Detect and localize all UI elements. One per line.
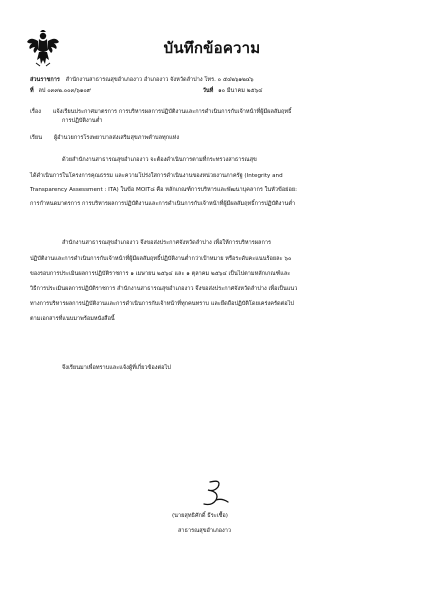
subject-line-2: การปฏิบัติงานต่ำ	[62, 118, 103, 124]
body-p2-line-3: ของรอบการประเมินผลการปฏิบัติราชการ ๑ เมษายน ๒๕๖๔ และ ๑ ตุลาคม ๒๕๖๔ เป็นไปตามหลักเกณฑ์และ	[30, 271, 291, 277]
to-value: ผู้อำนวยการโรงพยาบาลส่งเสริมสุขภาพตำบลทุกแห่ง	[53, 135, 180, 141]
to-label: เรียน	[30, 135, 43, 141]
agency-line	[30, 76, 254, 84]
ref-date-line	[30, 87, 262, 95]
signer-position: สาธารณสุขอำเภองาว	[178, 528, 232, 534]
body-p2-line-5: ทางการบริหารผลการปฏิบัติงานและการดำเนินการกับเจ้าหน้าที่ทุกคนทราบ และยึดถือปฏิบัติโดยเคร่งครัดต่อไป	[30, 301, 294, 307]
body-p2-line-2: ปฏิบัติงานและการดำเนินการกับเจ้าหน้าที่ผู้มีผลสัมฤทธิ์ปฏิบัติงานต่ำกว่าเป้าหมาย หรือระดับคะแนนร้อยละ ๖๐	[30, 256, 292, 262]
agency-value: สำนักงานสาธารณสุขอำเภองาว อำเภองาว จังหวัดลำปาง โทร. ๐ ๕๔๒๖๑๒๔๖	[65, 77, 254, 83]
subject-label: เรื่อง	[30, 109, 42, 115]
to-line	[30, 134, 179, 142]
ref-value: ลป ๐๓๓๒.๐๐๓/๖๑๐๙	[38, 88, 91, 94]
closing-line: จึงเรียนมาเพื่อทราบและแจ้งผู้ที่เกี่ยวข้องต่อไป	[62, 365, 171, 371]
date-label: วันที่	[202, 88, 214, 94]
signature-mark-icon	[196, 478, 234, 508]
signer-name: (นายสุทธิศักดิ์ ธีระเชื้อ)	[172, 513, 228, 519]
body-p1-line-1: ด้วยสำนักงานสาธารณสุขอำเภองาว จะต้องดำเนินการตามที่กระทรวงสาธารณสุข	[62, 157, 257, 163]
body-p1-line-3: Transparency Assessment : ITA) ในข้อ MOIT๘ คือ หลักเกณฑ์การบริหารและพัฒนาบุคลากร ในหัวข้อย่อย:	[30, 187, 297, 193]
body-p2-line-4: วิธีการประเมินผลการปฏิบัติราชการ สำนักงานสาธารณสุขอำเภองาว จึงขอส่งประกาศจังหวัดลำปาง เพื่อเป็นแนว	[30, 286, 298, 292]
ref-label: ที่	[30, 88, 34, 94]
subject-text-1: แจ้งเรียนประกาศมาตรการ การบริหารผลการปฏิบัติงานและการดำเนินการกับเจ้าหน้าที่ผู้มีผลสัมฤทธิ์	[52, 109, 292, 115]
body-p2-line-1: สำนักงานสาธารณสุขอำเภองาว จึงขอส่งประกาศจังหวัดลำปาง เพื่อให้การบริหารผลการ	[62, 240, 272, 246]
subject-line-1	[30, 108, 292, 116]
agency-label: ส่วนราชการ	[30, 77, 60, 83]
body-p1-line-2: ได้ดำเนินการในโครงการคุณธรรม และความโปร่งใสการดำเนินงานของหน่วยงานภาครัฐ (Integrity and	[30, 173, 283, 179]
body-p1-line-4: การกำหนดมาตรการ การบริหารผลการปฏิบัติงานและการดำเนินการกับเจ้าหน้าที่ผู้มีผลสัมฤทธิ์การปฏิบัติงานต่ำ	[30, 201, 296, 207]
page-title: บันทึกข้อความ	[163, 39, 261, 57]
date-value: ๑๐ มีนาคม ๒๕๖๔	[218, 88, 263, 94]
body-p2-line-6: ตามเอกสารที่แนบมาพร้อมหนังสือนี้	[30, 316, 115, 322]
